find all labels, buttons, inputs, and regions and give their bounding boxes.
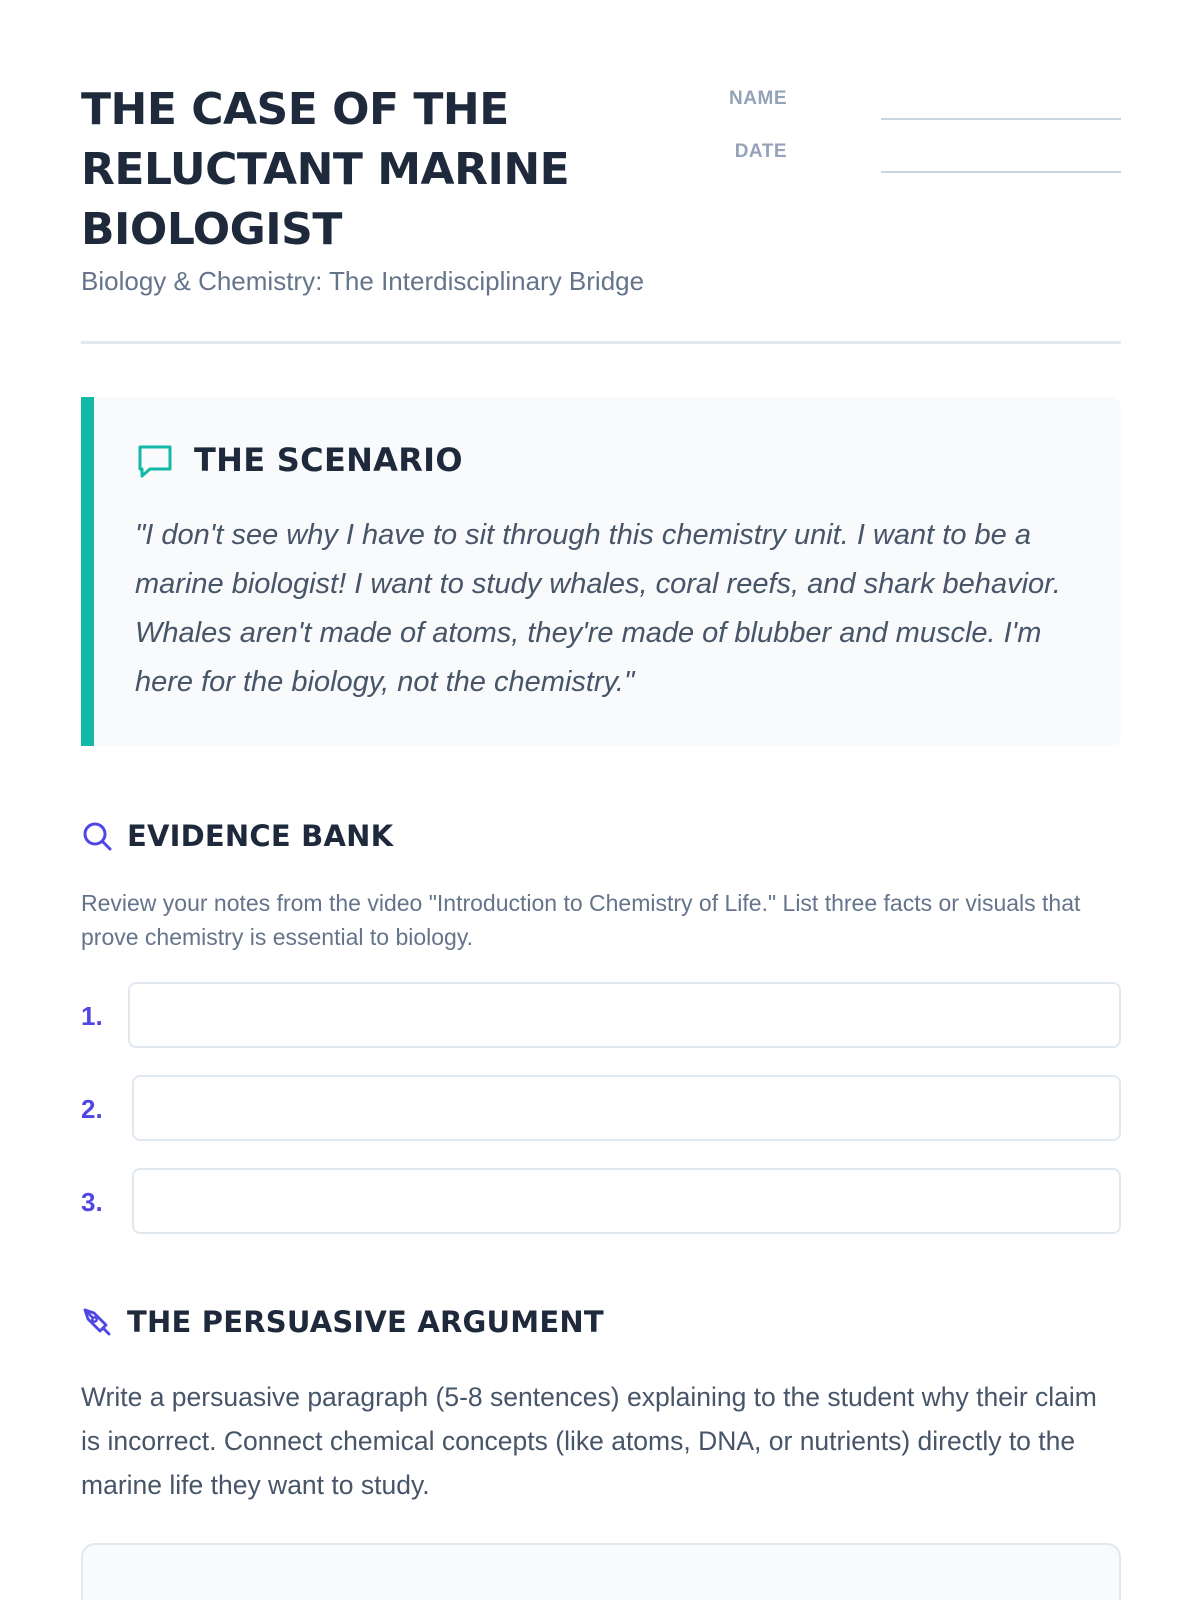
page-title: THE CASE OF THE RELUCTANT MARINE BIOLOGIST	[81, 84, 570, 255]
argument-instructions: Write a persuasive paragraph (5-8 sentences) explaining to the student why their claim is incorrect. Connect chemical concepts (like atoms, DNA, or nutrients) directly to the marine life they want to study.	[81, 1382, 1097, 1500]
evidence-bank-heading: EVIDENCE BANK	[127, 819, 394, 853]
evidence-input-1[interactable]	[128, 982, 1121, 1048]
search-icon	[81, 820, 113, 852]
chat-bubble-icon	[135, 441, 175, 481]
scenario-heading: THE SCENARIO	[194, 441, 463, 479]
evidence-input-3[interactable]	[132, 1168, 1121, 1234]
date-label: DATE	[734, 141, 787, 162]
argument-heading: THE PERSUASIVE ARGUMENT	[127, 1305, 604, 1339]
scenario-quote: "I don't see why I have to sit through this chemistry unit. I want to be a marine biologist! I want to study whales, coral reefs, and shark behavior. Whales aren't made of atoms, they're made of blubber and muscle. I'm here for the biology, not the chemistry."	[135, 519, 1061, 698]
argument-answer-box[interactable]	[81, 1543, 1121, 1600]
evidence-item	[81, 1168, 1121, 1236]
evidence-bank-instructions: Review your notes from the video "Introduction to Chemistry of Life." List three facts or visuals that prove chemistry is essential to biology.	[81, 890, 1081, 950]
name-input-line[interactable]	[881, 118, 1121, 120]
date-field	[701, 133, 1121, 173]
header-divider	[81, 341, 1121, 344]
pen-nib-icon	[81, 1306, 113, 1338]
name-field	[701, 80, 1121, 120]
evidence-input-2[interactable]	[132, 1075, 1121, 1141]
evidence-number: 3.	[81, 1187, 103, 1217]
evidence-number: 2.	[81, 1094, 103, 1124]
evidence-item	[81, 982, 1121, 1050]
page-subtitle: Biology & Chemistry: The Interdisciplinary Bridge	[81, 266, 645, 296]
date-input-line[interactable]	[881, 171, 1121, 173]
scenario-card	[81, 397, 1121, 746]
evidence-item	[81, 1075, 1121, 1143]
name-label: NAME	[729, 88, 787, 109]
evidence-number: 1.	[81, 1001, 103, 1031]
worksheet-header	[81, 80, 1121, 344]
scenario-accent-bar	[81, 397, 94, 746]
